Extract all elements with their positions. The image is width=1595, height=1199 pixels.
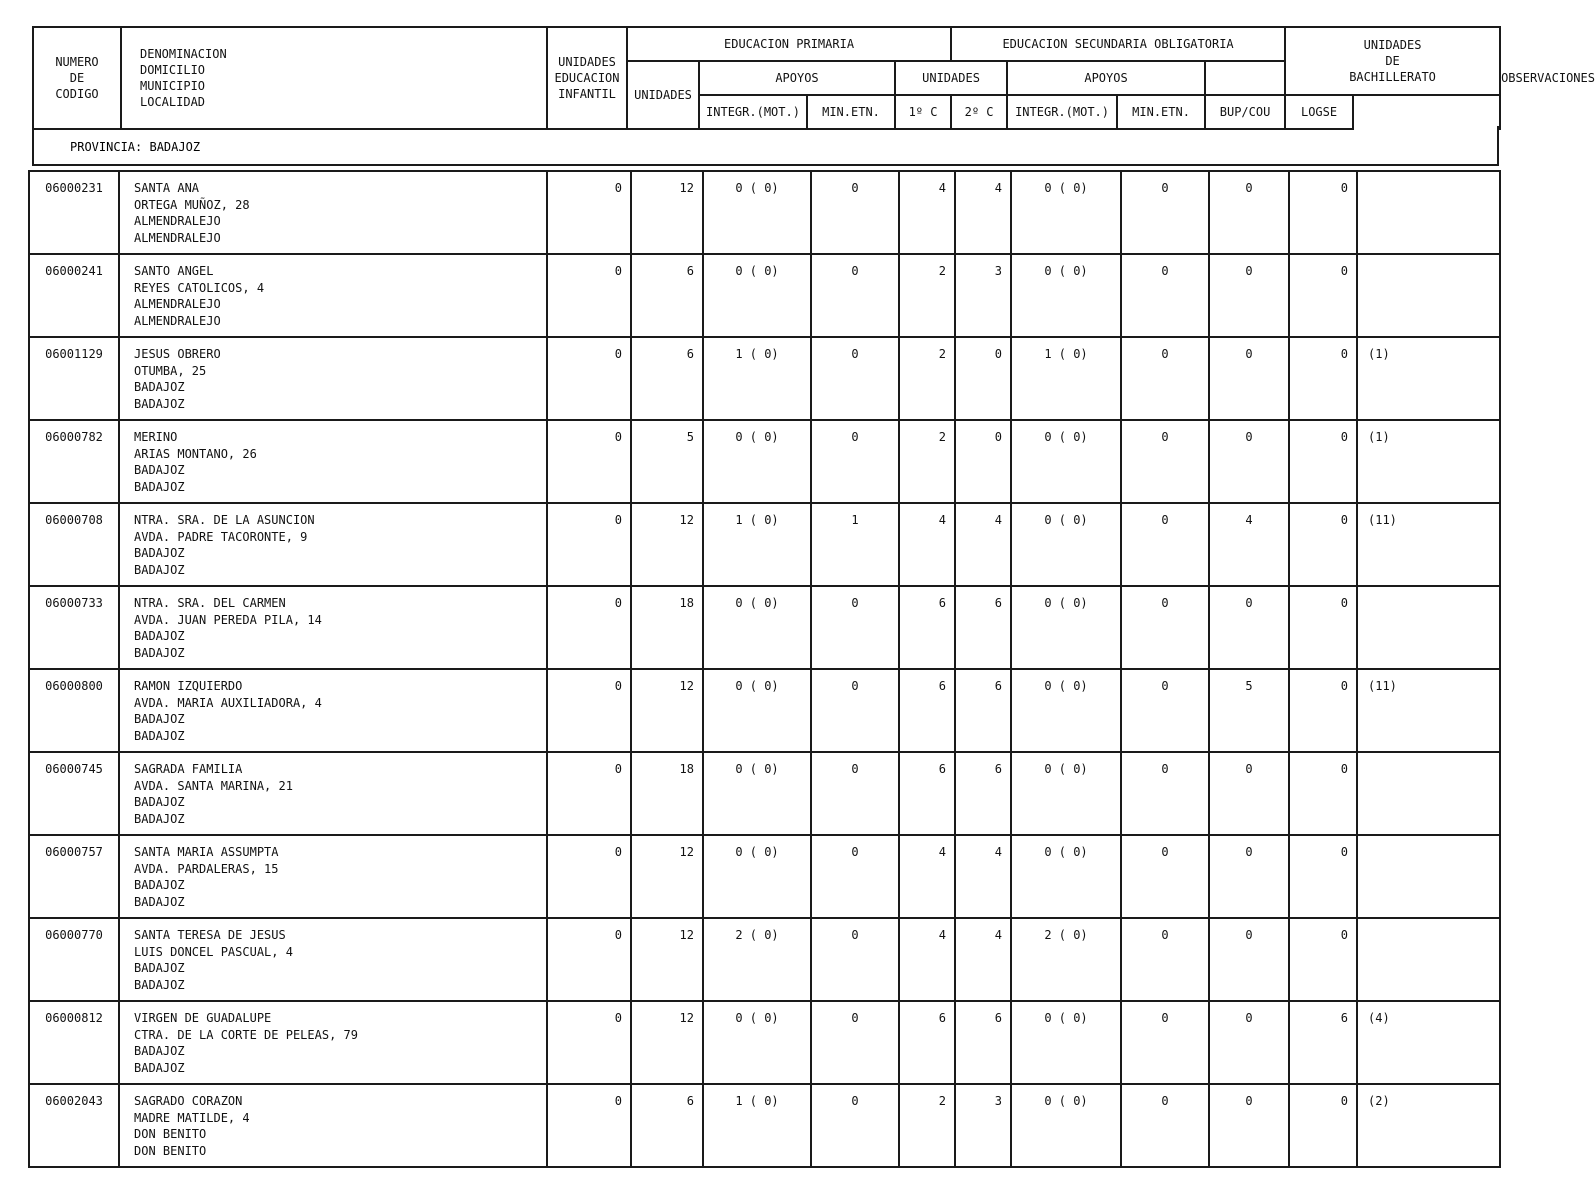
cell-prim-integr: 1 ( 0): [703, 337, 811, 420]
center-localidad: BADAJOZ: [134, 1060, 185, 1075]
header-text: LOCALIDAD: [140, 95, 206, 109]
cell-eso-integr: 0 ( 0): [1011, 1084, 1121, 1167]
cell-eso-minetn: 0: [1121, 337, 1209, 420]
cell-prim-minetn: 1: [811, 503, 899, 586]
center-municipio: BADAJOZ: [134, 546, 185, 561]
cell-prim-unidades: 12: [631, 918, 703, 1001]
center-localidad: BADAJOZ: [134, 562, 185, 577]
cell-logse: 0: [1289, 669, 1357, 752]
cell-prim-integr: 0 ( 0): [703, 752, 811, 835]
cell-logse: 0: [1289, 337, 1357, 420]
cell-prim-minetn: 0: [811, 1001, 899, 1084]
cell-infantil: 0: [547, 752, 631, 835]
cell-eso-integr: 0 ( 0): [1011, 171, 1121, 254]
center-name: VIRGEN DE GUADALUPE: [134, 1011, 272, 1025]
cell-prim-unidades: 18: [631, 752, 703, 835]
cell-logse: 0: [1289, 254, 1357, 337]
cell-infantil: 0: [547, 918, 631, 1001]
table-row: [29, 918, 1500, 1001]
cell-code: 06000782: [29, 420, 119, 503]
cell-eso-integr: 2 ( 0): [1011, 918, 1121, 1001]
cell-bup-cou: 0: [1209, 752, 1289, 835]
cell-eso-2c: 3: [955, 1084, 1011, 1167]
cell-code: 06000708: [29, 503, 119, 586]
header-eso-2c: 2º C: [951, 95, 1007, 129]
cell-eso-1c: 4: [899, 918, 955, 1001]
cell-infantil: 0: [547, 1001, 631, 1084]
cell-denominacion: [119, 1001, 547, 1084]
center-address: LUIS DONCEL PASCUAL, 4: [134, 944, 293, 959]
header-eso: EDUCACION SECUNDARIA OBLIGATORIA: [951, 27, 1285, 61]
cell-denominacion: [119, 1084, 547, 1167]
cell-eso-2c: 0: [955, 420, 1011, 503]
cell-code: 06000231: [29, 171, 119, 254]
header-primaria-integr: INTEGR.(MOT.): [699, 95, 807, 129]
cell-prim-integr: 0 ( 0): [703, 171, 811, 254]
header-eso-integr: INTEGR.(MOT.): [1007, 95, 1117, 129]
cell-eso-minetn: 0: [1121, 752, 1209, 835]
cell-logse: 6: [1289, 1001, 1357, 1084]
header-unidades-infantil: [547, 27, 627, 129]
cell-eso-1c: 2: [899, 337, 955, 420]
cell-prim-minetn: 0: [811, 835, 899, 918]
cell-eso-minetn: 0: [1121, 503, 1209, 586]
cell-eso-2c: 6: [955, 1001, 1011, 1084]
header-text: UNIDADES: [1363, 38, 1422, 52]
cell-eso-minetn: 0: [1121, 420, 1209, 503]
center-municipio: DON BENITO: [134, 1127, 207, 1142]
cell-bup-cou: 0: [1209, 586, 1289, 669]
header-bachillerato: [1285, 27, 1500, 95]
header-eso-apoyos: APOYOS: [1007, 61, 1205, 95]
cell-bup-cou: 0: [1209, 1001, 1289, 1084]
header-text: DENOMINACION: [140, 47, 227, 61]
cell-code: 06000812: [29, 1001, 119, 1084]
cell-eso-1c: 2: [899, 420, 955, 503]
center-localidad: BADAJOZ: [134, 811, 185, 826]
cell-eso-1c: 2: [899, 1084, 955, 1167]
cell-prim-integr: 0 ( 0): [703, 835, 811, 918]
center-localidad: BADAJOZ: [134, 894, 185, 909]
rows-body: [29, 171, 1500, 1167]
cell-logse: 0: [1289, 918, 1357, 1001]
cell-eso-2c: 6: [955, 586, 1011, 669]
cell-logse: 0: [1289, 1084, 1357, 1167]
cell-bup-cou: 0: [1209, 1084, 1289, 1167]
cell-prim-integr: 0 ( 0): [703, 669, 811, 752]
cell-denominacion: [119, 669, 547, 752]
cell-prim-unidades: 18: [631, 586, 703, 669]
center-municipio: BADAJOZ: [134, 629, 185, 644]
cell-code: 06001129: [29, 337, 119, 420]
cell-infantil: 0: [547, 420, 631, 503]
cell-prim-integr: 2 ( 0): [703, 918, 811, 1001]
center-localidad: DON BENITO: [134, 1143, 207, 1158]
cell-eso-2c: 3: [955, 254, 1011, 337]
center-municipio: ALMENDRALEJO: [134, 214, 221, 229]
header-text: MUNICIPIO: [140, 79, 206, 93]
center-address: MADRE MATILDE, 4: [134, 1110, 250, 1125]
cell-prim-unidades: 12: [631, 1001, 703, 1084]
cell-code: 06000757: [29, 835, 119, 918]
header-primaria-apoyos: APOYOS: [699, 61, 895, 95]
cell-prim-integr: 0 ( 0): [703, 254, 811, 337]
header-text: NUMERO: [55, 55, 99, 69]
center-localidad: BADAJOZ: [134, 396, 185, 411]
table-row: [29, 752, 1500, 835]
cell-eso-minetn: 0: [1121, 1001, 1209, 1084]
cell-infantil: 0: [547, 1084, 631, 1167]
cell-infantil: 0: [547, 835, 631, 918]
cell-prim-unidades: 12: [631, 503, 703, 586]
cell-observaciones: [1357, 835, 1500, 918]
cell-prim-unidades: 6: [631, 254, 703, 337]
center-localidad: BADAJOZ: [134, 645, 185, 660]
cell-eso-1c: 6: [899, 586, 955, 669]
cell-denominacion: [119, 503, 547, 586]
center-localidad: ALMENDRALEJO: [134, 230, 221, 245]
cell-bup-cou: 0: [1209, 254, 1289, 337]
cell-eso-2c: 4: [955, 503, 1011, 586]
cell-observaciones: (1): [1357, 337, 1500, 420]
center-address: REYES CATOLICOS, 4: [134, 280, 265, 295]
header-text: UNIDADES: [558, 55, 616, 69]
cell-eso-1c: 6: [899, 1001, 955, 1084]
cell-eso-1c: 4: [899, 171, 955, 254]
cell-observaciones: (11): [1357, 669, 1500, 752]
center-name: RAMON IZQUIERDO: [134, 679, 243, 693]
center-localidad: ALMENDRALEJO: [134, 313, 221, 328]
table-row: [29, 835, 1500, 918]
table-row: [29, 669, 1500, 752]
cell-infantil: 0: [547, 337, 631, 420]
cell-prim-integr: 0 ( 0): [703, 1001, 811, 1084]
cell-observaciones: (1): [1357, 420, 1500, 503]
cell-prim-minetn: 0: [811, 254, 899, 337]
cell-eso-2c: 0: [955, 337, 1011, 420]
cell-logse: 0: [1289, 420, 1357, 503]
table-row: [29, 420, 1500, 503]
center-municipio: BADAJOZ: [134, 463, 185, 478]
center-municipio: BADAJOZ: [134, 878, 185, 893]
cell-prim-integr: 1 ( 0): [703, 503, 811, 586]
cell-denominacion: [119, 254, 547, 337]
cell-code: 06000241: [29, 254, 119, 337]
cell-eso-minetn: 0: [1121, 171, 1209, 254]
table-row: [29, 254, 1500, 337]
center-municipio: ALMENDRALEJO: [134, 297, 221, 312]
cell-logse: 0: [1289, 503, 1357, 586]
header-text: DE: [69, 71, 85, 85]
cell-bup-cou: 0: [1209, 337, 1289, 420]
cell-logse: 0: [1289, 752, 1357, 835]
table-row: [29, 586, 1500, 669]
cell-eso-2c: 4: [955, 918, 1011, 1001]
centers-table: [28, 170, 1501, 1168]
center-localidad: BADAJOZ: [134, 728, 185, 743]
cell-eso-minetn: 0: [1121, 918, 1209, 1001]
center-address: AVDA. SANTA MARINA, 21: [134, 778, 293, 793]
center-address: AVDA. PARDALERAS, 15: [134, 861, 279, 876]
center-name: SANTA TERESA DE JESUS: [134, 928, 286, 942]
cell-eso-integr: 0 ( 0): [1011, 1001, 1121, 1084]
cell-eso-integr: 0 ( 0): [1011, 669, 1121, 752]
cell-bup-cou: 0: [1209, 420, 1289, 503]
cell-observaciones: (11): [1357, 503, 1500, 586]
center-municipio: BADAJOZ: [134, 961, 185, 976]
header-bup-cou: BUP/COU: [1205, 95, 1285, 129]
header-eso-minetn: MIN.ETN.: [1117, 95, 1205, 129]
header-numero-codigo: [33, 27, 121, 129]
cell-prim-integr: 0 ( 0): [703, 420, 811, 503]
cell-eso-integr: 0 ( 0): [1011, 420, 1121, 503]
cell-prim-integr: 1 ( 0): [703, 1084, 811, 1167]
cell-eso-2c: 4: [955, 835, 1011, 918]
cell-prim-minetn: 0: [811, 171, 899, 254]
cell-eso-1c: 4: [899, 503, 955, 586]
cell-code: 06000733: [29, 586, 119, 669]
header-primaria: EDUCACION PRIMARIA: [627, 27, 951, 61]
cell-eso-integr: 0 ( 0): [1011, 254, 1121, 337]
center-address: ORTEGA MUÑOZ, 28: [134, 197, 250, 212]
cell-bup-cou: 4: [1209, 503, 1289, 586]
center-address: ARIAS MONTANO, 26: [134, 446, 257, 461]
header-text: CODIGO: [55, 87, 99, 101]
center-address: AVDA. JUAN PEREDA PILA, 14: [134, 612, 322, 627]
cell-infantil: 0: [547, 171, 631, 254]
cell-eso-integr: 0 ( 0): [1011, 752, 1121, 835]
cell-observaciones: [1357, 586, 1500, 669]
center-address: AVDA. PADRE TACORONTE, 9: [134, 529, 308, 544]
cell-observaciones: (4): [1357, 1001, 1500, 1084]
cell-prim-unidades: 12: [631, 835, 703, 918]
cell-bup-cou: 0: [1209, 918, 1289, 1001]
center-address: OTUMBA, 25: [134, 363, 207, 378]
cell-prim-minetn: 0: [811, 918, 899, 1001]
center-name: SAGRADA FAMILIA: [134, 762, 243, 776]
cell-observaciones: [1357, 254, 1500, 337]
cell-infantil: 0: [547, 254, 631, 337]
cell-infantil: 0: [547, 586, 631, 669]
cell-denominacion: [119, 835, 547, 918]
cell-denominacion: [119, 420, 547, 503]
cell-observaciones: [1357, 171, 1500, 254]
table-row: [29, 171, 1500, 254]
center-name: NTRA. SRA. DEL CARMEN: [134, 596, 286, 610]
cell-prim-unidades: 5: [631, 420, 703, 503]
cell-eso-2c: 6: [955, 669, 1011, 752]
center-localidad: BADAJOZ: [134, 479, 185, 494]
header-text: DE: [1385, 54, 1400, 68]
cell-denominacion: [119, 918, 547, 1001]
cell-prim-minetn: 0: [811, 586, 899, 669]
center-municipio: BADAJOZ: [134, 712, 185, 727]
header-eso-unidades: UNIDADES: [895, 61, 1007, 95]
cell-eso-2c: 6: [955, 752, 1011, 835]
cell-prim-minetn: 0: [811, 1084, 899, 1167]
cell-prim-unidades: 6: [631, 1084, 703, 1167]
provincia-label: PROVINCIA: BADAJOZ: [32, 126, 1499, 166]
center-address: AVDA. MARIA AUXILIADORA, 4: [134, 695, 322, 710]
cell-logse: 0: [1289, 835, 1357, 918]
cell-prim-integr: 0 ( 0): [703, 586, 811, 669]
cell-eso-minetn: 0: [1121, 586, 1209, 669]
center-municipio: BADAJOZ: [134, 380, 185, 395]
cell-eso-integr: 0 ( 0): [1011, 835, 1121, 918]
center-name: SANTA ANA: [134, 181, 200, 195]
header-logse: LOGSE: [1285, 95, 1353, 129]
center-municipio: BADAJOZ: [134, 795, 185, 810]
cell-logse: 0: [1289, 586, 1357, 669]
cell-prim-minetn: 0: [811, 669, 899, 752]
cell-code: 06000745: [29, 752, 119, 835]
cell-eso-1c: 4: [899, 835, 955, 918]
header-text: INFANTIL: [558, 87, 616, 101]
cell-prim-unidades: 6: [631, 337, 703, 420]
center-address: CTRA. DE LA CORTE DE PELEAS, 79: [134, 1027, 358, 1042]
cell-eso-1c: 2: [899, 254, 955, 337]
cell-code: 06000770: [29, 918, 119, 1001]
header-primaria-minetn: MIN.ETN.: [807, 95, 895, 129]
cell-observaciones: [1357, 918, 1500, 1001]
center-name: NTRA. SRA. DE LA ASUNCION: [134, 513, 315, 527]
cell-eso-integr: 0 ( 0): [1011, 503, 1121, 586]
cell-bup-cou: 0: [1209, 835, 1289, 918]
cell-eso-minetn: 0: [1121, 1084, 1209, 1167]
center-localidad: BADAJOZ: [134, 977, 185, 992]
table-header: NUMERO DE CODIGO DENOMINACION DOMICILIO MUNICIPIO LOCALIDAD UNIDADES EDUCACION INFANTIL EDUCACION PRIMARIA EDUCACION SECUNDARIA OBLIGATORIA UNIDADES DE BACHILLERATO OBSERVACIONES UNIDADES APOYOS UNIDADES APOYOS INTEGR.(MOT.) MIN.ETN. 1º C 2º C INTEGR.(MOT.) MIN.ETN. BUP/COU LOGSE: [32, 26, 1501, 130]
header-text: EDUCACION: [554, 71, 620, 85]
center-name: SANTA MARIA ASSUMPTA: [134, 845, 279, 859]
cell-denominacion: [119, 752, 547, 835]
cell-eso-2c: 4: [955, 171, 1011, 254]
table-row: [29, 1001, 1500, 1084]
header-text: BACHILLERATO: [1349, 70, 1436, 84]
cell-denominacion: [119, 337, 547, 420]
cell-prim-unidades: 12: [631, 171, 703, 254]
cell-prim-minetn: 0: [811, 420, 899, 503]
cell-prim-minetn: 0: [811, 752, 899, 835]
cell-eso-integr: 1 ( 0): [1011, 337, 1121, 420]
cell-prim-minetn: 0: [811, 337, 899, 420]
header-text: DOMICILIO: [140, 63, 206, 77]
cell-eso-minetn: 0: [1121, 669, 1209, 752]
table-row: [29, 503, 1500, 586]
center-name: JESUS OBRERO: [134, 347, 221, 361]
cell-code: 06002043: [29, 1084, 119, 1167]
center-name: SAGRADO CORAZON: [134, 1094, 243, 1108]
center-name: SANTO ANGEL: [134, 264, 214, 278]
cell-bup-cou: 0: [1209, 171, 1289, 254]
cell-prim-unidades: 12: [631, 669, 703, 752]
header-denominacion: [121, 27, 547, 129]
cell-infantil: 0: [547, 503, 631, 586]
cell-code: 06000800: [29, 669, 119, 752]
cell-observaciones: [1357, 752, 1500, 835]
cell-logse: 0: [1289, 171, 1357, 254]
cell-eso-minetn: 0: [1121, 254, 1209, 337]
header-primaria-unidades: UNIDADES: [627, 61, 699, 129]
cell-eso-1c: 6: [899, 669, 955, 752]
cell-eso-minetn: 0: [1121, 835, 1209, 918]
center-name: MERINO: [134, 430, 178, 444]
cell-bup-cou: 5: [1209, 669, 1289, 752]
table-row: [29, 337, 1500, 420]
cell-denominacion: [119, 171, 547, 254]
center-municipio: BADAJOZ: [134, 1044, 185, 1059]
cell-eso-integr: 0 ( 0): [1011, 586, 1121, 669]
cell-eso-1c: 6: [899, 752, 955, 835]
table-row: [29, 1084, 1500, 1167]
header-eso-1c: 1º C: [895, 95, 951, 129]
cell-denominacion: [119, 586, 547, 669]
cell-observaciones: (2): [1357, 1084, 1500, 1167]
cell-infantil: 0: [547, 669, 631, 752]
